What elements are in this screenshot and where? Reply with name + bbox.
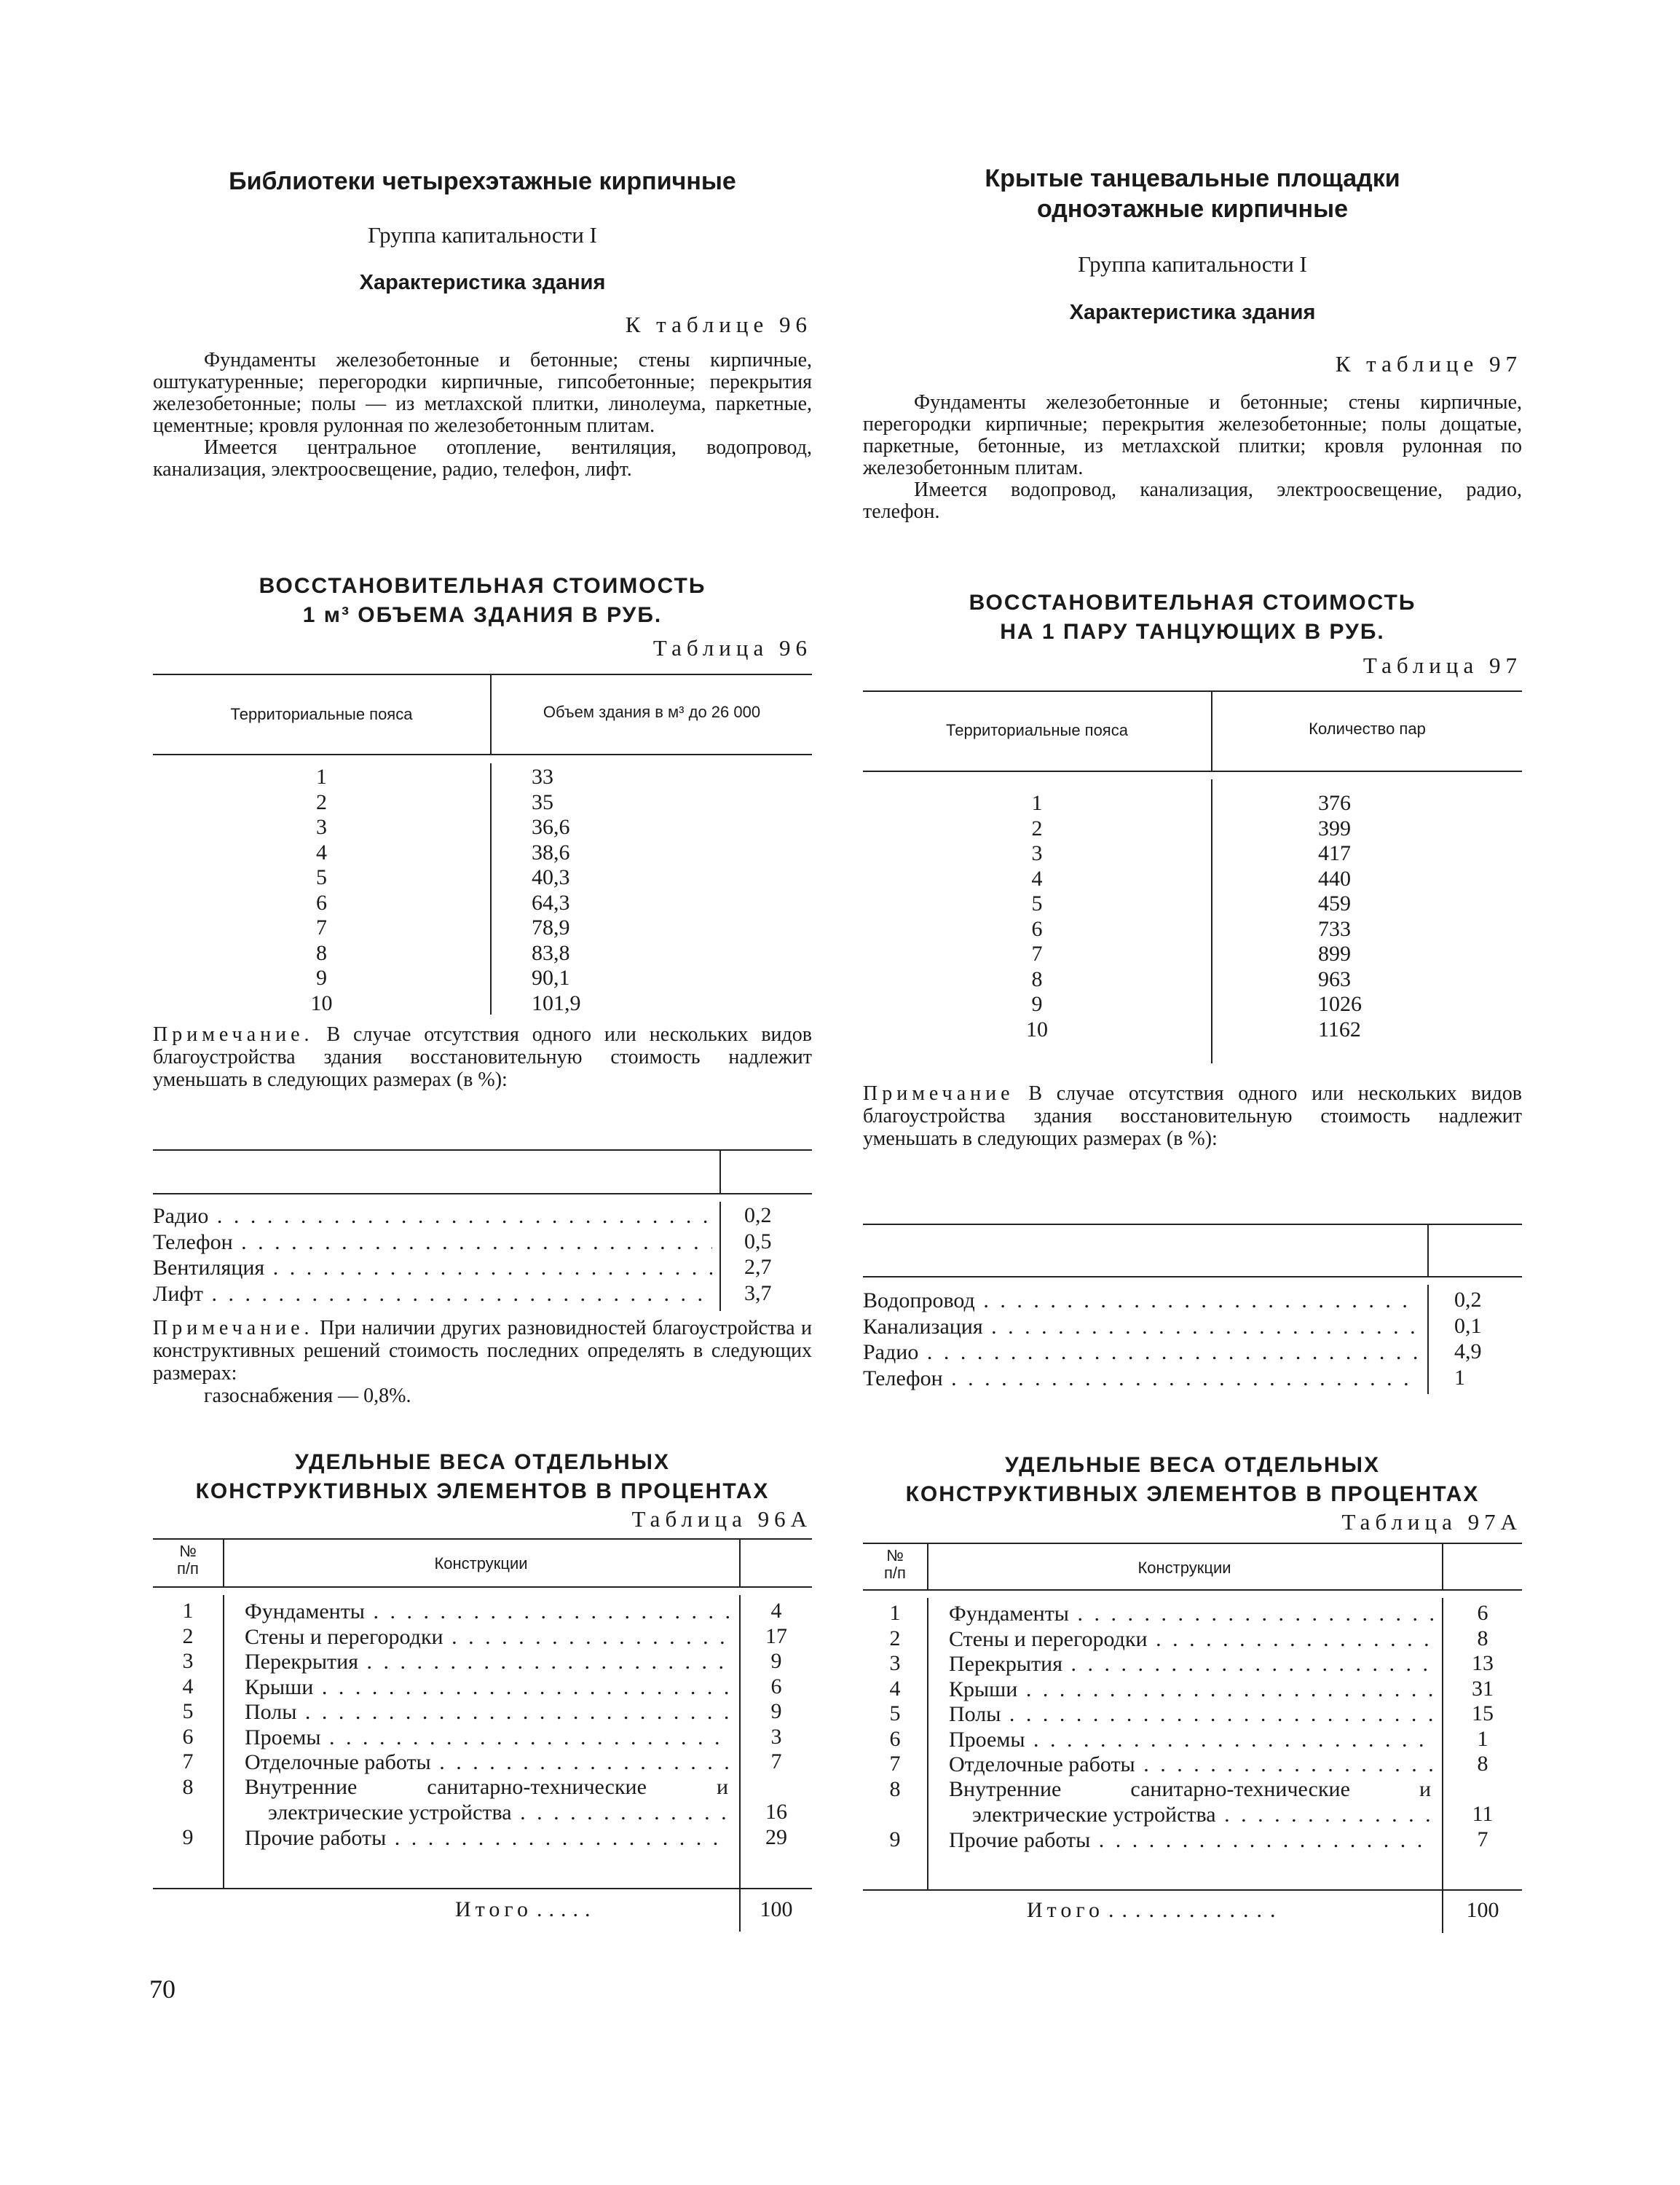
table-row-zone: 3 [316,815,327,839]
table-row-construction: Фундаменты . . . [949,1601,1433,1626]
note-label: Примечание. [153,1317,314,1339]
table-rule [153,1193,812,1194]
reduction-value: 1 [1454,1365,1465,1390]
table-row-number: 6 [889,1726,901,1751]
table-row-zone: 9 [316,966,327,990]
table-row-value: 11 [1472,1802,1494,1826]
right-table-97a-label: Таблица 97А [1341,1509,1522,1535]
table-rule [863,1889,1522,1891]
table-rule [863,771,1522,772]
table-row-construction: Перекрытия . . . [245,1649,730,1674]
table-row-construction: Крыши . . . [245,1674,730,1700]
table-rule [153,1586,812,1588]
table-rule [153,674,812,675]
right-description [863,392,1522,523]
reduction-value: 0,1 [1454,1313,1482,1338]
table-row-value: 6 [1477,1601,1488,1625]
table-row-number: 9 [889,1827,901,1851]
table-row-value: 17 [765,1623,787,1648]
table-row-value: 64,3 [532,890,570,915]
note-text: При наличии других разновидностей благоустройства и конструктивных решений стоимость последних определять в следующих размерах: [153,1317,812,1385]
right-desc-paragraph-1: Фундаменты железобетонные и бетонные; стены кирпичные, перегородки кирпичные; перекрытия железобетонные; полы дощатые, паркетные, бетонные, из метлахской плитки; кровля рулонная по железобетонным плитам. [863,391,1522,479]
right-cost-title-2: НА 1 ПАРУ ТАНЦУЮЩИХ В РУБ. [1000,620,1385,644]
table-row-number: 1 [182,1599,194,1623]
left-weights-title-2: КОНСТРУКТИВНЫХ ЭЛЕМЕНТОВ В ПРОЦЕНТАХ [195,1479,770,1503]
left-weights-title-1: УДЕЛЬНЫЕ ВЕСА ОТДЕЛЬНЫХ [294,1450,671,1474]
table-row-construction: Отделочные работы . . . [245,1749,730,1775]
table-row-value: 899 [1318,942,1351,966]
table-row-value: 399 [1318,816,1351,840]
note-text: В случае отсутствия одного или нескольких видов благоустройства здания восстановительную стоимость надлежит уменьшать в следующих размерах (в %): [153,1023,812,1091]
total-label: Итого [1027,1898,1104,1922]
table-row-value: 13 [1472,1651,1494,1675]
left-desc-paragraph-2: Имеется центральное отопление, вентиляция, водопровод, канализация, электроосвещение, радио, телефон, лифт. [153,436,812,481]
table-row-value: 9 [770,1699,782,1723]
reduction-value: 0,2 [1454,1288,1482,1312]
table-row-zone: 8 [316,940,327,965]
table-row-construction-cont: электрические устройства . . . [268,1800,730,1825]
right-note-1 [863,1082,1522,1150]
table-row-value: 29 [765,1824,787,1849]
table-divider [1211,779,1212,1063]
table-row-construction: Крыши . . . [949,1677,1433,1702]
table-divider [719,1149,721,1193]
table-row-value: 9 [770,1649,782,1673]
table-row-value: 83,8 [532,940,570,965]
table-row-construction: Полы . . . [949,1701,1433,1727]
table-row-number: 9 [182,1824,194,1849]
table-row-zone: 9 [1031,992,1043,1016]
table-row-construction: Прочие работы . . . [245,1825,730,1851]
table-row-value: 6 [770,1674,782,1698]
table-row-construction: Прочие работы . . . [949,1827,1433,1853]
right-group: Группа капитальности I [1078,251,1307,277]
table-row-number: 5 [182,1699,194,1723]
column-header-constructions: Конструкции [434,1554,528,1572]
table-row-construction: Проемы . . . [949,1727,1433,1752]
table-row-number: 1 [889,1601,901,1625]
table-row-value: 459 [1318,891,1351,916]
table-rule [153,1888,812,1889]
left-characteristic-heading: Характеристика здания [359,271,606,294]
table-row-zone: 6 [316,890,327,915]
table-row-value: 78,9 [532,916,570,940]
reduction-value: 4,9 [1454,1339,1482,1363]
table-row-value: 90,1 [532,966,570,990]
column-header-volume: Объем здания в м³ до 26 000 [543,703,761,721]
table-row-value: 33 [532,765,553,789]
table-rule [863,1224,1522,1225]
table-divider [719,1202,721,1311]
left-table-ref: К таблице 96 [625,312,812,337]
table-row-zone: 3 [1031,841,1043,865]
table-row-value: 36,6 [532,815,570,839]
table-divider [1442,1543,1443,1589]
column-header-pairs: Количество пар [1309,720,1426,738]
left-table-96-label: Таблица 96 [652,635,812,661]
reduction-item: Канализация . . . [863,1314,1420,1339]
table-row-construction: Полы . . . [245,1699,730,1725]
total-leader: ............. [1108,1898,1284,1922]
table-row-value: 376 [1318,791,1351,815]
left-title: Библиотеки четырехэтажные кирпичные [229,168,736,195]
reduction-item: Радио . . . [153,1203,712,1229]
total-value: 100 [1466,1898,1499,1922]
table-rule [863,1543,1522,1544]
table-row-value: 440 [1318,866,1351,891]
column-header-zones: Территориальные пояса [230,705,413,723]
table-row-zone: 10 [310,991,333,1015]
table-row-construction: Стены и перегородки . . . [245,1624,730,1650]
table-row-zone: 4 [1031,866,1043,891]
table-row-construction: Стены и перегородки . . . [949,1626,1433,1652]
left-note-2 [153,1317,812,1407]
number-abbr: п/п [884,1564,906,1582]
table-row-number: 3 [889,1651,901,1675]
table-row-value: 1026 [1318,992,1362,1016]
table-row-number: 7 [889,1752,901,1776]
right-title-line-1: Крытые танцевальные площадки [985,165,1400,192]
left-desc-paragraph-1: Фундаменты железобетонные и бетонные; стены кирпичные, оштукатуренные; перегородки кирпичные, гипсобетонные; перекрытия железобетонные; полы — из метлахской плитки, линолеума, паркетные, цементные; кровля рулонная по железобетонным плитам. [153,349,812,437]
table-row-construction: Перекрытия . . . [949,1651,1433,1677]
left-group: Группа капитальности I [368,222,597,248]
reduction-item: Лифт . . . [153,1281,712,1307]
right-weights-title-1: УДЕЛЬНЫЕ ВЕСА ОТДЕЛЬНЫХ [1004,1453,1381,1477]
table-rule [153,1149,812,1151]
right-cost-title-1: ВОССТАНОВИТЕЛЬНАЯ СТОИМОСТЬ [969,591,1416,615]
table-row-zone: 10 [1026,1017,1048,1042]
note-label: Примечание [863,1082,1014,1105]
table-row-number: 7 [182,1749,194,1773]
table-row-number: 4 [889,1676,901,1701]
note-text: В случае отсутствия одного или нескольких видов благоустройства здания восстановительную стоимость надлежит уменьшать в следующих размерах (в %): [863,1082,1522,1150]
table-row-value: 35 [532,790,553,814]
table-divider [1427,1285,1429,1394]
note-extra: газоснабжения — 0,8%. [204,1385,411,1407]
table-row-value: 8 [1477,1626,1488,1650]
table-row-zone: 1 [316,765,327,789]
left-cost-title-2: 1 м³ ОБЪЕМА ЗДАНИЯ В РУБ. [302,603,663,627]
table-row-value: 3 [770,1724,782,1749]
table-row-construction-cont: электрические устройства . . . [972,1802,1432,1827]
number-sign: № [179,1542,197,1560]
right-weights-title-2: КОНСТРУКТИВНЫХ ЭЛЕМЕНТОВ В ПРОЦЕНТАХ [905,1482,1480,1506]
table-row-number: 2 [889,1626,901,1650]
column-header-number [863,1547,927,1582]
table-rule [863,1589,1522,1591]
table-row-number: 5 [889,1701,901,1725]
table-row-value: 15 [1472,1701,1494,1725]
table-row-value: 101,9 [532,991,581,1015]
reduction-value: 3,7 [744,1280,772,1305]
table-row-value: 1162 [1318,1017,1361,1042]
table-row-zone: 8 [1031,966,1043,991]
reduction-item: Телефон . . . [153,1229,712,1255]
left-table-96a-label: Таблица 96А [631,1506,812,1532]
table-row-number: 2 [182,1623,194,1648]
table-divider [490,763,492,1015]
table-rule [863,1276,1522,1277]
column-header-number [153,1543,223,1578]
table-row-value: 8 [1477,1752,1488,1776]
table-row-value: 963 [1318,966,1351,991]
right-desc-paragraph-2: Имеется водопровод, канализация, электроосвещение, радио, телефон. [863,479,1522,523]
reduction-item: Вентиляция . . . [153,1255,712,1280]
column-header-constructions: Конструкции [1137,1559,1231,1577]
table-row-construction: Фундаменты . . . [245,1599,730,1624]
table-row-number: 4 [182,1674,194,1698]
table-divider [927,1598,928,1889]
table-row-construction: Внутренние санитарно-технические и [245,1774,728,1799]
table-row-value: 38,6 [532,840,570,865]
table-row-construction: Проемы . . . [245,1725,730,1750]
table-row-zone: 2 [1031,816,1043,840]
page-number: 70 [149,1975,176,2004]
number-sign: № [886,1546,904,1564]
table-row-value: 733 [1318,916,1351,941]
table-divider [1427,1224,1429,1276]
table-row-zone: 7 [1031,942,1043,966]
table-row-value: 1 [1477,1726,1488,1751]
table-row-zone: 2 [316,790,327,814]
reduction-value: 2,7 [744,1255,772,1279]
table-row-number: 3 [182,1649,194,1673]
right-characteristic-heading: Характеристика здания [1069,301,1316,324]
table-divider [739,1538,741,1586]
column-header-zones: Территориальные пояса [946,721,1128,739]
table-row-zone: 5 [316,865,327,889]
table-row-value: 16 [765,1800,787,1824]
table-row-zone: 7 [316,916,327,940]
table-row-value: 417 [1318,841,1351,865]
table-row-construction: Отделочные работы . . . [949,1752,1433,1777]
right-title-line-2: одноэтажные кирпичные [1036,195,1349,223]
reduction-item: Водопровод . . . [863,1288,1420,1313]
table-row-zone: 5 [1031,891,1043,916]
total-leader: ..... [537,1897,597,1921]
right-table-ref: К таблице 97 [1335,351,1522,377]
table-row-number: 8 [182,1774,194,1799]
left-cost-title-1: ВОССТАНОВИТЕЛЬНАЯ СТОИМОСТЬ [259,574,706,598]
table-row-value: 4 [770,1599,782,1623]
table-rule [863,690,1522,692]
right-table-97-label: Таблица 97 [1362,653,1522,678]
reduction-value: 0,5 [744,1229,772,1253]
reduction-item: Телефон . . . [863,1366,1420,1391]
total-label: Итого [455,1897,532,1921]
total-value: 100 [760,1897,793,1921]
table-row-zone: 4 [316,840,327,865]
reduction-item: Радио . . . [863,1339,1420,1365]
table-row-value: 40,3 [532,865,570,889]
table-row-construction: Внутренние санитарно-технические и [949,1776,1431,1801]
table-row-value: 7 [770,1749,782,1773]
note-label: Примечание. [153,1023,314,1046]
table-row-zone: 1 [1031,791,1043,815]
left-description [153,350,812,481]
table-rule [153,1538,812,1540]
table-divider [223,1595,224,1888]
table-rule [153,754,812,755]
table-row-number: 6 [182,1724,194,1749]
table-row-zone: 6 [1031,916,1043,941]
reduction-value: 0,2 [744,1203,772,1227]
table-row-number: 8 [889,1776,901,1801]
number-abbr: п/п [177,1559,199,1578]
table-row-value: 7 [1477,1827,1488,1851]
table-row-value: 31 [1472,1676,1494,1701]
left-note-1 [153,1023,812,1091]
